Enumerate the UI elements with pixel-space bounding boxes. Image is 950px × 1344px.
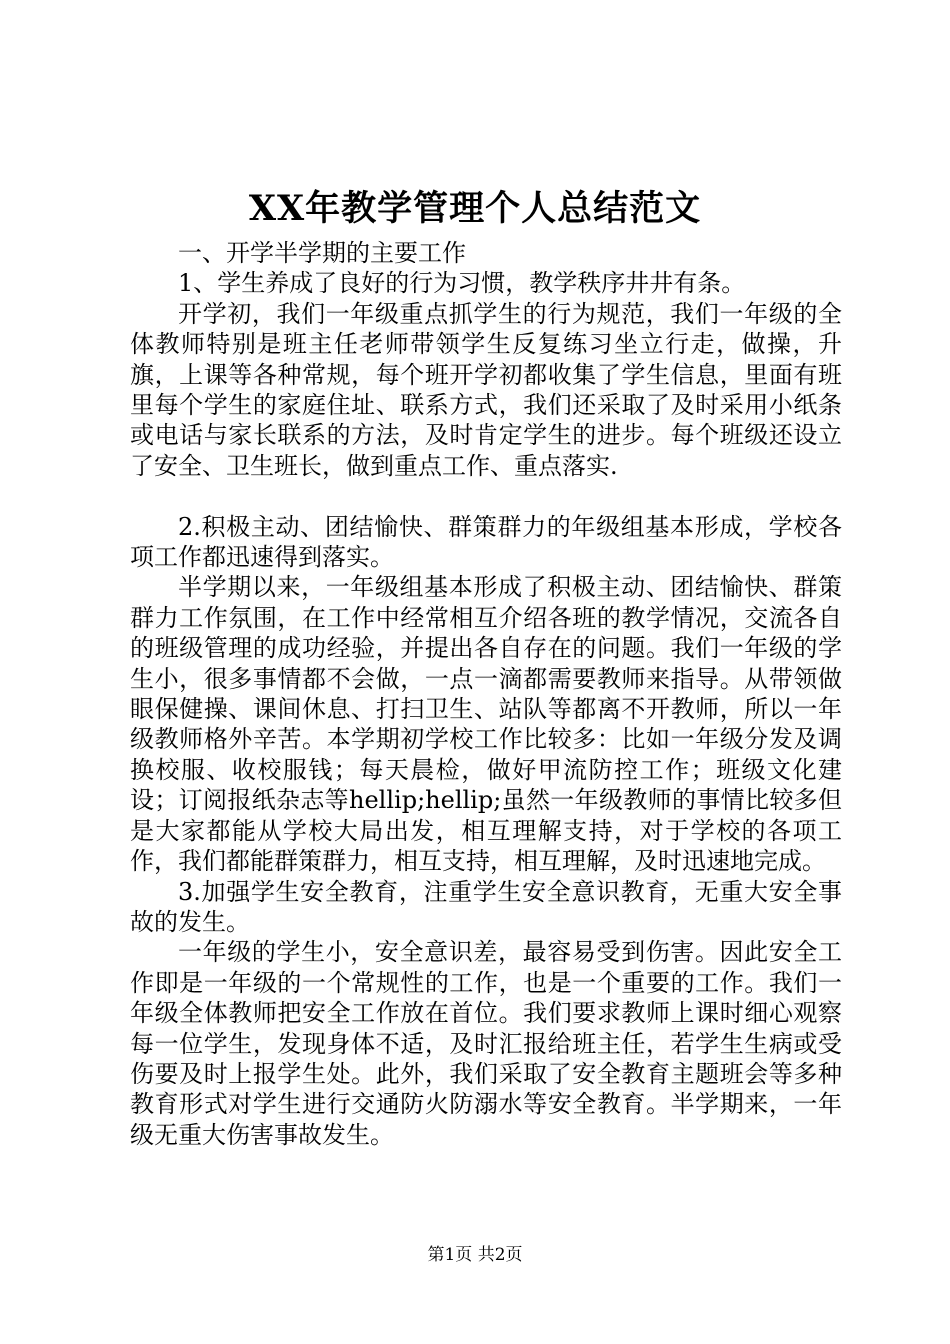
subheading-3: 3.加强学生安全教育，注重学生安全意识教育，无重大安全事故的发生。 — [130, 877, 842, 936]
paragraph-spacer — [130, 481, 842, 511]
page-footer: 第1页 共2页 — [427, 1245, 523, 1265]
subheading-2: 2.积极主动、团结愉快、群策群力的年级组基本形成，学校各项工作都迅速得到落实。 — [130, 512, 842, 572]
document-body — [130, 238, 842, 1150]
subheading-1: 1、学生养成了良好的行为习惯，教学秩序井井有条。 — [178, 269, 746, 298]
section-heading: 一、开学半学期的主要工作 — [178, 239, 466, 267]
paragraph-3: 一年级的学生小，安全意识差，最容易受到伤害。因此安全工作即是一年级的一个常规性的工作，也是一个重要的工作。我们一年级全体教师把安全工作放在首位。我们要求教师上课时细心观察每一位学生，发现身体不适，及时汇报给班主任，若学生生病或受伤要及时上报学生处。此外，我们采取了安全教育主题班会等多种教育形式对学生进行交通防火防溺水等安全教育。半学期来，一年级无重大伤害事故发生。 — [130, 938, 842, 1149]
paragraph-1: 开学初，我们一年级重点抓学生的行为规范，我们一年级的全体教师特别是班主任老师带领学生反复练习坐立行走，做操，升旗，上课等各种常规，每个班开学初都收集了学生信息，里面有班里每个学生的家庭住址、联系方式，我们还采取了及时采用小纸条或电话与家长联系的方法，及时肯定学生的进步。每个班级还设立了安全、卫生班长，做到重点工作、重点落实. — [130, 299, 842, 480]
document-title: XX年教学管理个人总结范文 — [248, 188, 702, 229]
paragraph-2: 半学期以来，一年级组基本形成了积极主动、团结愉快、群策群力工作氛围，在工作中经常相互介绍各班的教学情况，交流各自的班级管理的成功经验，并提出各自存在的问题。我们一年级的学生小，很多事情都不会做，一点一滴都需要教师来指导。从带领做眼保健操、课间休息、打扫卫生、站队等都离不开教师，所以一年级教师格外辛苦。本学期初学校工作比较多：比如一年级分发及调换校服、收校服钱；每天晨检，做好甲流防控工作；班级文化建设；订阅报纸杂志等hellip;hellip;虽然一年级教师的事情比较多但是大家都能从学校大局出发，相互理解支持，对于学校的各项工作，我们都能群策群力，相互支持，相互理解，及时迅速地完成。 — [130, 573, 842, 876]
